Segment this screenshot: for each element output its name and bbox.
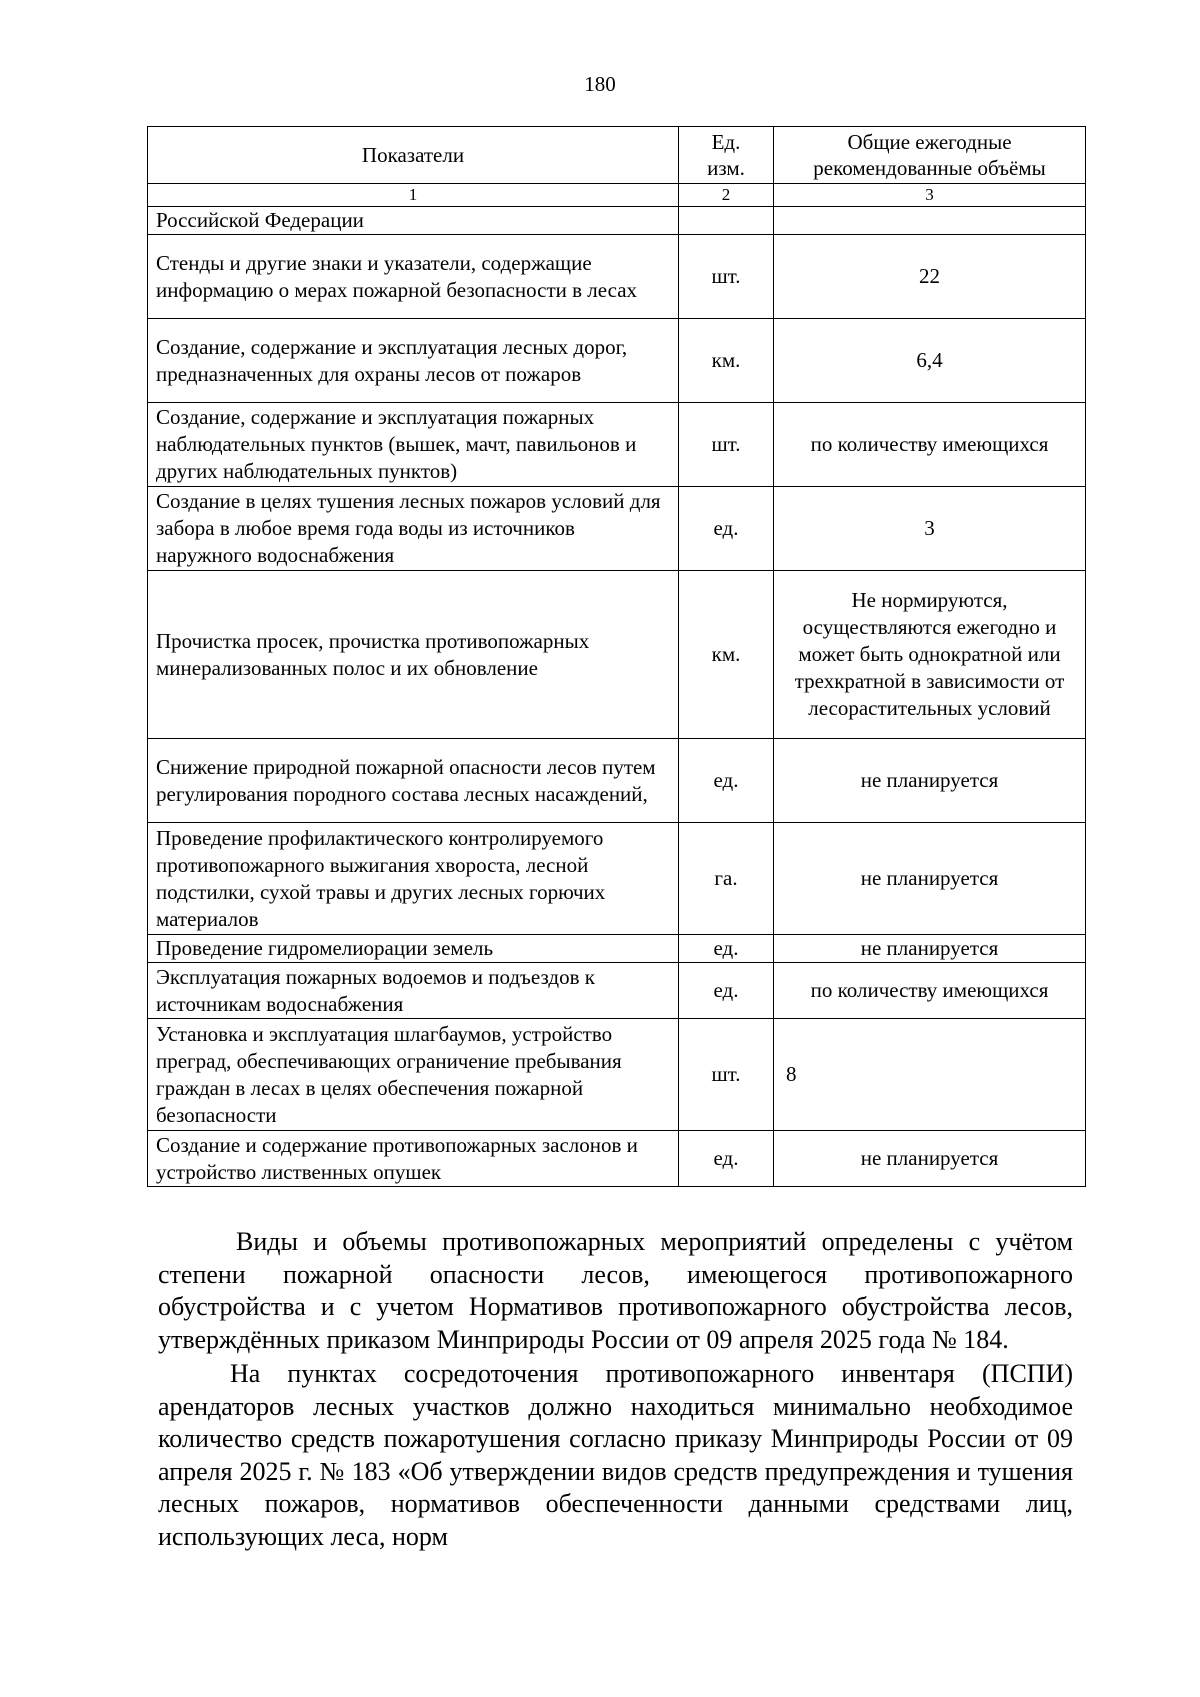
unit-cell: ед. (679, 487, 774, 571)
unit-cell: га. (679, 823, 774, 935)
header-volume-line2: рекомендованные объёмы (813, 156, 1046, 180)
table-row (148, 403, 1086, 487)
volume-cell: 8 (774, 1019, 1086, 1131)
indicator-cell: Эксплуатация пожарных водоемов и подъездов к источникам водоснабжения (148, 963, 679, 1019)
indicator-cell: Создание, содержание и эксплуатация лесных дорог, предназначенных для охраны лесов от пожаров (148, 319, 679, 403)
unit-cell: шт. (679, 235, 774, 319)
header-unit (679, 127, 774, 184)
volume-cell: 3 (774, 487, 1086, 571)
table-row (148, 571, 1086, 739)
unit-cell (679, 207, 774, 235)
column-number-row (148, 184, 1086, 207)
indicator-cell: Прочистка просек, прочистка противопожарных минерализованных полос и их обновление (148, 571, 679, 739)
indicator-cell: Установка и эксплуатация шлагбаумов, устройство преград, обеспечивающих ограничение пребывания граждан в лесах в целях обеспечения пожарной безопасности (148, 1019, 679, 1131)
table-row (148, 1019, 1086, 1131)
page-number: 180 (584, 72, 616, 96)
header-volume (774, 127, 1086, 184)
table-row (148, 935, 1086, 963)
volume-cell: 22 (774, 235, 1086, 319)
header-indicators: Показатели (148, 127, 679, 184)
unit-cell: км. (679, 319, 774, 403)
indicator-cell: Проведение профилактического контролируемого противопожарного выжигания хвороста, лесной подстилки, сухой травы и других лесных горючих материалов (148, 823, 679, 935)
volume-cell: 6,4 (774, 319, 1086, 403)
volume-cell: не планируется (774, 739, 1086, 823)
column-number-2: 2 (679, 184, 774, 207)
header-unit-line1: Ед. (711, 130, 741, 154)
fire-measures-table (147, 126, 1086, 1187)
indicator-cell: Проведение гидромелиорации земель (148, 935, 679, 963)
table-header-row (148, 127, 1086, 184)
indicator-cell: Стенды и другие знаки и указатели, содержащие информацию о мерах пожарной безопасности в лесах (148, 235, 679, 319)
column-number-3: 3 (774, 184, 1086, 207)
table-row (148, 487, 1086, 571)
table-row (148, 1131, 1086, 1187)
unit-cell: шт. (679, 403, 774, 487)
table-row (148, 739, 1086, 823)
body-text (158, 1226, 1073, 1553)
unit-cell: ед. (679, 739, 774, 823)
unit-cell: ед. (679, 935, 774, 963)
table-row (148, 823, 1086, 935)
volume-cell: Не нормируются, осуществляются ежегодно и может быть однократной или трехкратной в зависимости от лесорастительных условий (774, 571, 1086, 739)
header-unit-line2: изм. (707, 156, 745, 180)
unit-cell: ед. (679, 963, 774, 1019)
volume-cell (774, 207, 1086, 235)
header-volume-line1: Общие ежегодные (847, 130, 1012, 154)
table-row (148, 207, 1086, 235)
volume-cell: не планируется (774, 935, 1086, 963)
volume-cell: по количеству имеющихся (774, 403, 1086, 487)
paragraph: На пунктах сосредоточения противопожарного инвентаря (ПСПИ) арендаторов лесных участков должно находиться минимально необходимое количество средств пожаротушения согласно приказу Минприроды России от 09 апреля 2025 г. № 183 «Об утверждении видов средств предупреждения и тушения лесных пожаров, нормативов обеспеченности данными средствами лиц, использующих леса, норм (158, 1359, 1073, 1551)
unit-cell: шт. (679, 1019, 774, 1131)
indicator-cell: Создание, содержание и эксплуатация пожарных наблюдательных пунктов (вышек, мачт, павильонов и других наблюдательных пунктов) (148, 403, 679, 487)
table-row (148, 963, 1086, 1019)
table-row (148, 235, 1086, 319)
column-number-1: 1 (148, 184, 679, 207)
volume-cell: не планируется (774, 1131, 1086, 1187)
indicator-cell: Снижение природной пожарной опасности лесов путем регулирования породного состава лесных насаждений, (148, 739, 679, 823)
indicator-cell: Создание и содержание противопожарных заслонов и устройство лиственных опушек (148, 1131, 679, 1187)
indicator-cell: Российской Федерации (148, 207, 679, 235)
unit-cell: км. (679, 571, 774, 739)
volume-cell: не планируется (774, 823, 1086, 935)
table-row (148, 319, 1086, 403)
volume-cell: по количеству имеющихся (774, 963, 1086, 1019)
indicator-cell: Создание в целях тушения лесных пожаров условий для забора в любое время года воды из источников наружного водоснабжения (148, 487, 679, 571)
paragraph: Виды и объемы противопожарных мероприятий определены с учётом степени пожарной опасности лесов, имеющегося противопожарного обустройства и с учетом Нормативов противопожарного обустройства лесов, утверждённых приказом Минприроды России от 09 апреля 2025 года № 184. (158, 1227, 1073, 1354)
unit-cell: ед. (679, 1131, 774, 1187)
